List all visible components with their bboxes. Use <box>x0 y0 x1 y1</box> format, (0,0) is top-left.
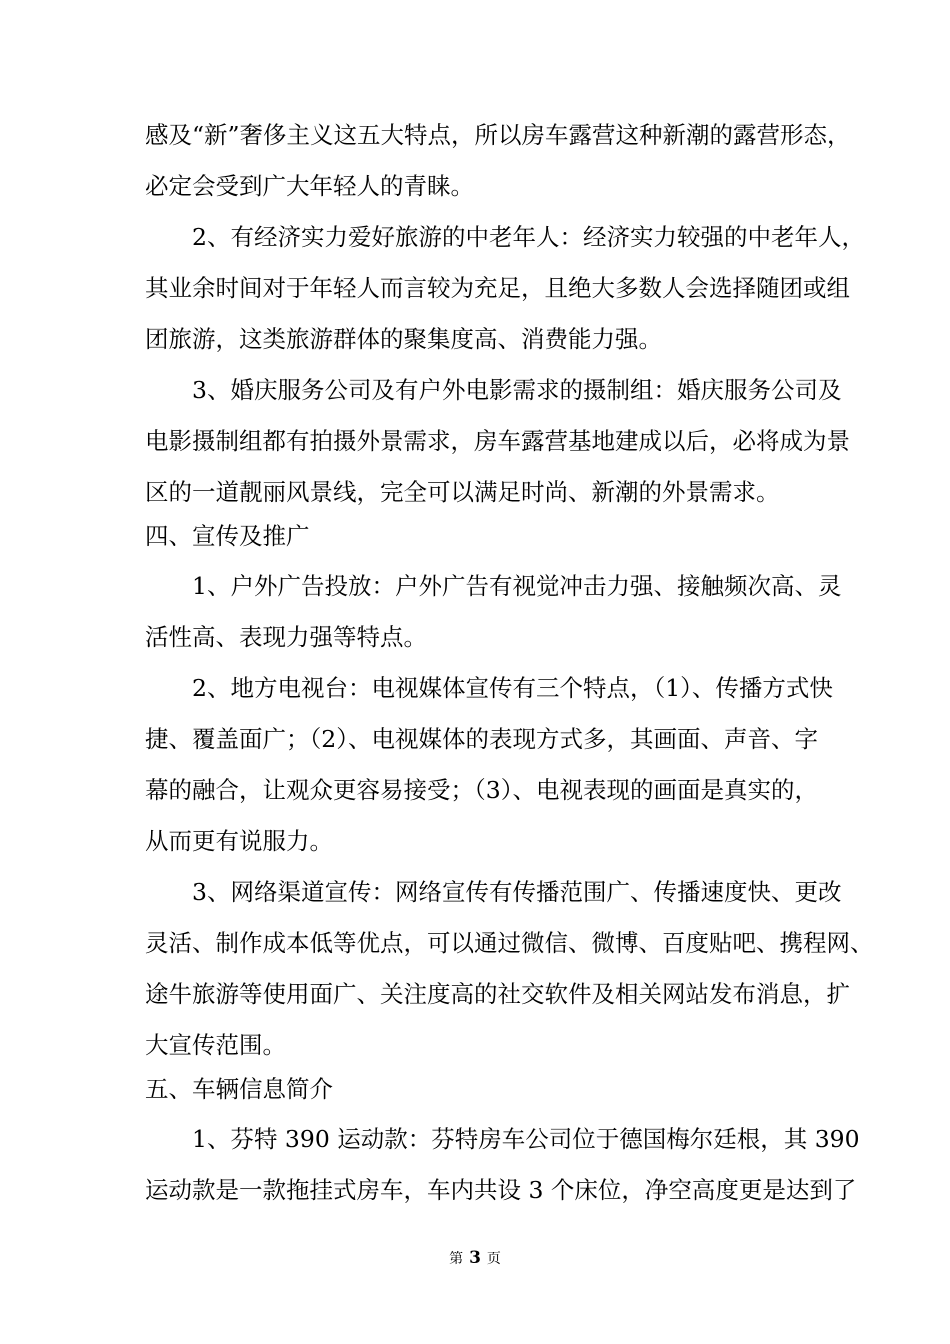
body-line-7: 电影摄制组都有拍摄外景需求，房车露营基地建成以后，必将成为景 <box>145 427 850 455</box>
body-line-12: 2、地方电视台：电视媒体宣传有三个特点，（1）、传播方式快 <box>192 674 833 702</box>
body-line-6: 3、婚庆服务公司及有户外电影需求的摄制组：婚庆服务公司及 <box>192 376 842 404</box>
body-line-16: 3、网络渠道宣传：网络宣传有传播范围广、传播速度快、更改 <box>192 878 842 906</box>
page-footer <box>0 1248 950 1269</box>
body-line-3: 2、有经济实力爱好旅游的中老年人：经济实力较强的中老年人， <box>192 223 865 251</box>
body-line-19: 大宣传范围。 <box>145 1031 286 1059</box>
body-line-1: 感及“新”奢侈主义这五大特点，所以房车露营这种新潮的露营形态， <box>145 121 851 149</box>
body-line-22: 运动款是一款拖挂式房车，车内共设 3 个床位，净空高度更是达到了 <box>145 1176 857 1204</box>
footer-suffix: 页 <box>486 1251 501 1267</box>
body-line-2: 必定会受到广大年轻人的青睐。 <box>145 172 474 200</box>
body-line-4: 其业余时间对于年轻人而言较为充足，且绝大多数人会选择随团或组 <box>145 274 850 302</box>
body-line-15: 从而更有说服力。 <box>145 827 333 855</box>
footer-prefix: 第 <box>449 1251 464 1267</box>
section-heading-5: 五、车辆信息简介 <box>145 1075 333 1103</box>
body-line-11: 活性高、表现力强等特点。 <box>145 623 427 651</box>
body-line-8: 区的一道靓丽风景线，完全可以满足时尚、新潮的外景需求。 <box>145 478 780 506</box>
body-line-21: 1、芬特 390 运动款：芬特房车公司位于德国梅尔廷根，其 390 <box>192 1125 860 1153</box>
page-number: 3 <box>469 1248 481 1268</box>
body-line-14: 幕的融合，让观众更容易接受；（3）、电视表现的画面是真实的， <box>145 776 818 804</box>
section-heading-4: 四、宣传及推广 <box>145 522 310 550</box>
body-line-13: 捷、覆盖面广；（2）、电视媒体的表现方式多，其画面、声音、字 <box>145 725 818 753</box>
body-line-10: 1、户外广告投放：户外广告有视觉冲击力强、接触频次高、灵 <box>192 572 842 600</box>
body-line-18: 途牛旅游等使用面广、关注度高的社交软件及相关网站发布消息，扩 <box>145 980 850 1008</box>
body-line-17: 灵活、制作成本低等优点，可以通过微信、微博、百度贴吧、携程网、 <box>145 929 874 957</box>
body-line-5: 团旅游，这类旅游群体的聚集度高、消费能力强。 <box>145 325 662 353</box>
